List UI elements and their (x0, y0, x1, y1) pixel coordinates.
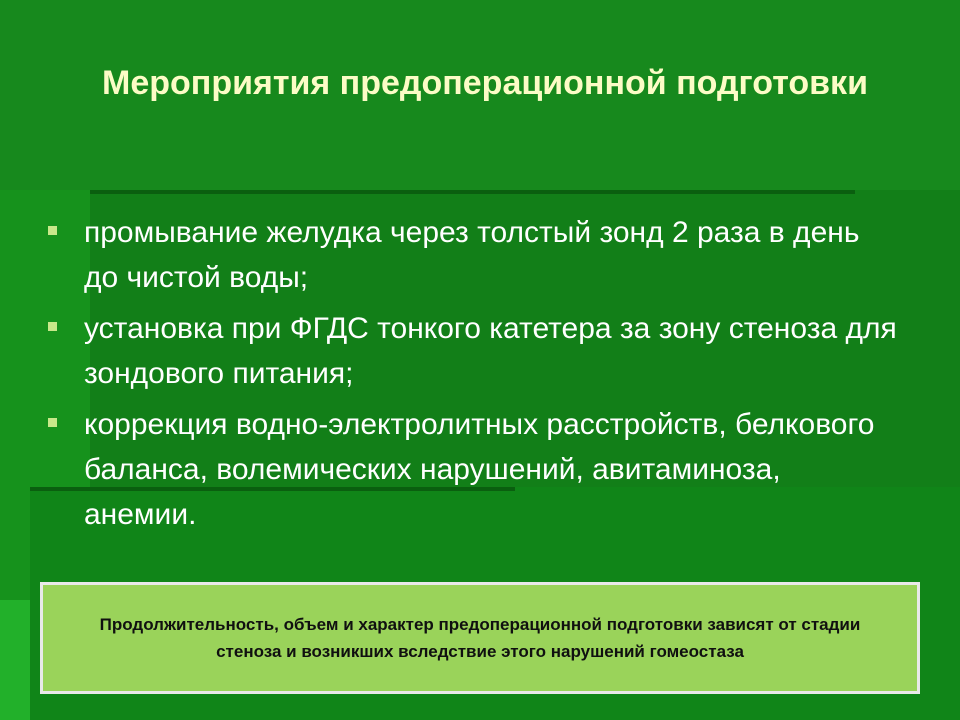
slide-title: Мероприятия предоперационной подготовки (102, 64, 868, 102)
bullet-text: коррекция водно-электролитных расстройств, белкового баланса, волемических нарушений, авитаминоза, анемии. (84, 408, 875, 531)
background-band-corner (0, 600, 30, 720)
bullet-list (48, 210, 898, 543)
bullet-text: установка при ФГДС тонкого катетера за зону стеноза для зондового питания; (84, 312, 897, 390)
bullet-item (48, 210, 898, 300)
note-text: Продолжительность, объем и характер предоперационной подготовки зависят от стадии стеноза и возникших вследствие этого нарушений гомеостаза (99, 615, 861, 661)
bullet-item (48, 402, 898, 537)
bullet-text: промывание желудка через толстый зонд 2 раза в день до чистой воды; (84, 216, 860, 294)
note-box (40, 582, 920, 694)
square-bullet-icon (48, 418, 57, 427)
background-divider-line (90, 190, 855, 194)
square-bullet-icon (48, 226, 57, 235)
bullet-item (48, 306, 898, 396)
square-bullet-icon (48, 322, 57, 331)
